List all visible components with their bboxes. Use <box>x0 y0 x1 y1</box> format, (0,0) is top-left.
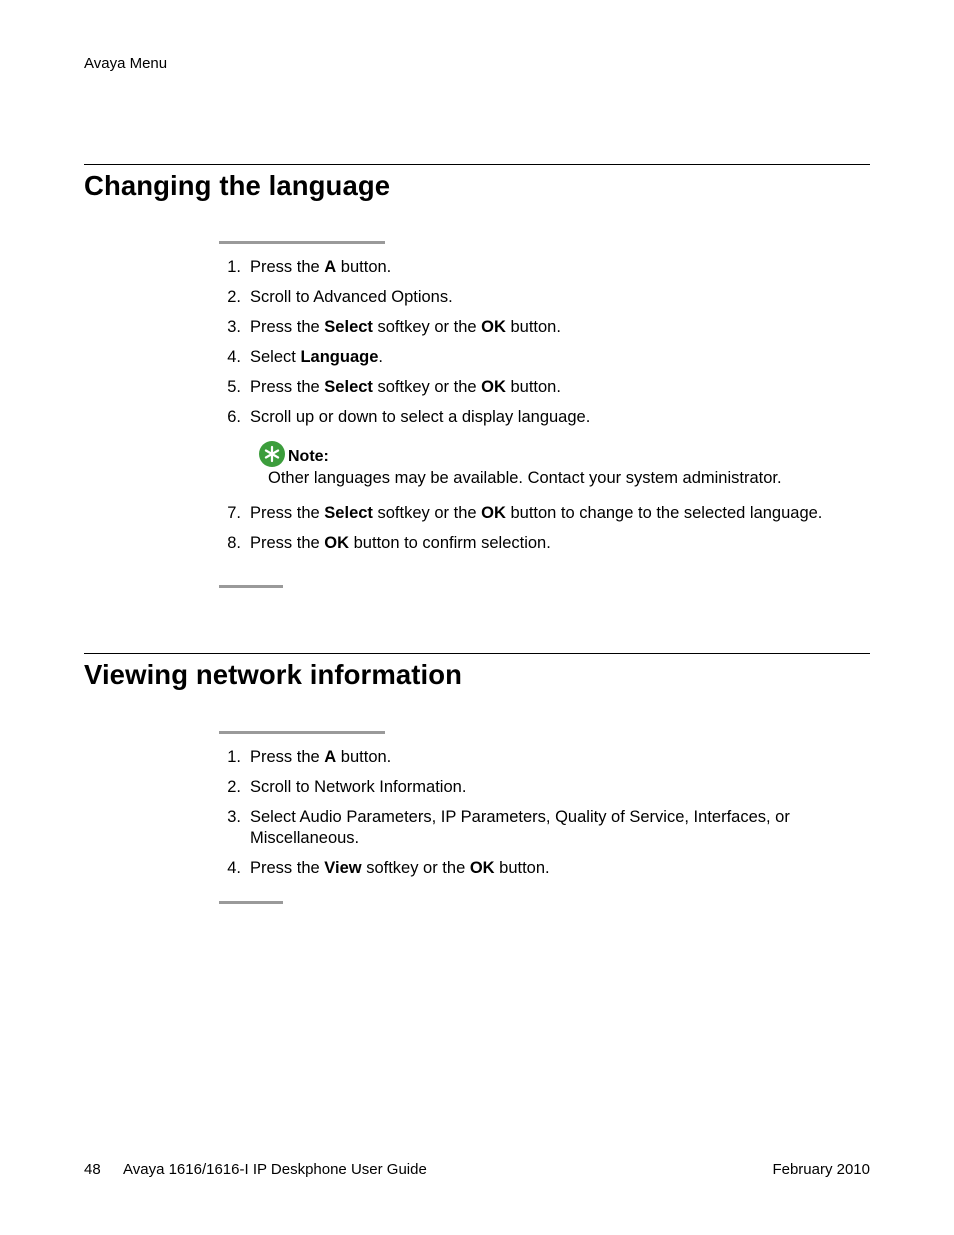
emphasized-term: A <box>324 258 337 276</box>
step-text <box>250 408 590 426</box>
emphasized-term: OK <box>469 858 495 877</box>
emphasized-term: Select <box>324 318 373 336</box>
step-text <box>250 348 383 366</box>
step-item: 4. Select Language. <box>227 348 383 366</box>
step-text <box>250 808 790 847</box>
step-text-run: softkey or the <box>372 503 482 522</box>
section-title-viewing-network: Viewing network information <box>84 659 463 690</box>
step-item: 4. Press the View softkey or the OK button. <box>227 858 550 877</box>
running-header: Avaya Menu <box>84 55 168 72</box>
section-title-changing-language: Changing the language <box>84 170 391 201</box>
step-text-run: button to confirm selection. <box>349 533 551 552</box>
emphasized-term: OK <box>324 533 350 552</box>
step-text-run: Scroll to Network Information. <box>250 778 467 796</box>
step-text-run: button to change to the selected language. <box>505 503 823 522</box>
step-item: 7. Press the Select softkey or the OK button to change to the selected language. <box>227 503 823 522</box>
procedure-end-bar <box>219 901 283 904</box>
step-item: 6. Scroll up or down to select a display language. <box>227 408 591 426</box>
step-text-run: button. <box>336 258 392 276</box>
step-text <box>250 258 391 276</box>
step-text-run: Press the <box>250 748 325 766</box>
section-rule <box>84 653 870 654</box>
emphasized-term: OK <box>481 318 506 336</box>
step-item: 5. Press the Select softkey or the OK button. <box>227 378 561 396</box>
step-text <box>250 504 822 522</box>
viewing-network-steps <box>219 747 859 888</box>
step-text-run: Scroll up or down to select a display language. <box>250 408 591 426</box>
step-text-run: softkey or the <box>361 858 470 877</box>
step-text-run: . <box>378 348 383 366</box>
emphasized-term: Language <box>300 348 379 366</box>
procedure-end-bar <box>219 585 283 588</box>
step-text-run: Press the <box>250 503 325 522</box>
step-text <box>250 859 550 877</box>
note-text: Other languages may be available. Contact your system administrator. <box>268 468 782 487</box>
emphasized-term: Select <box>324 378 373 396</box>
emphasized-term: View <box>324 858 362 877</box>
step-text <box>250 534 551 552</box>
step-item: 3. Press the Select softkey or the OK button. <box>227 318 561 336</box>
procedure-start-bar <box>219 241 385 244</box>
section-rule <box>84 164 870 165</box>
note-label: Note: <box>288 447 329 465</box>
step-text-run: button. <box>505 318 561 336</box>
doc-title: Avaya 1616/1616-I IP Deskphone User Guide <box>123 1161 427 1178</box>
page-number: 48 <box>84 1161 101 1178</box>
step-item: 2. Scroll to Advanced Options. <box>227 288 453 306</box>
emphasized-term: A <box>324 748 337 766</box>
step-text <box>250 318 561 336</box>
emphasized-term: OK <box>481 503 506 522</box>
step-text-run: Press the <box>250 533 325 552</box>
step-text-run: Select Audio Parameters, IP Parameters, Quality of Service, Interfaces, or Miscellaneous. <box>250 808 790 847</box>
step-item: 1. Press the A button. <box>227 258 392 276</box>
step-text-run: Press the <box>250 258 325 276</box>
step-text-run: Press the <box>250 318 325 336</box>
step-text-run: softkey or the <box>372 318 482 336</box>
step-text-run: Select <box>250 348 301 366</box>
step-text <box>250 288 453 306</box>
changing-language-steps <box>219 257 859 563</box>
step-text <box>250 778 466 796</box>
step-item: 1. Press the A button. <box>227 748 392 766</box>
procedure-start-bar <box>219 731 385 734</box>
step-text-run: button. <box>494 858 550 877</box>
doc-date: February 2010 <box>772 1161 870 1178</box>
step-text-run: button. <box>336 748 392 766</box>
step-item: 2. Scroll to Network Information. <box>227 778 467 796</box>
step-text-run: Press the <box>250 378 325 396</box>
emphasized-term: OK <box>481 378 506 396</box>
note-box <box>259 441 859 488</box>
step-text-run: softkey or the <box>372 378 482 396</box>
note-star-icon <box>259 441 285 467</box>
emphasized-term: Select <box>324 503 373 522</box>
step-text <box>250 378 561 396</box>
step-item: 8. Press the OK button to confirm selection. <box>227 533 551 552</box>
step-text-run: Scroll to Advanced Options. <box>250 288 453 306</box>
step-text-run: button. <box>505 378 561 396</box>
step-item: 3. Select Audio Parameters, IP Parameters, Quality of Service, Interfaces, or Miscellaneous. <box>227 808 790 847</box>
step-text-run: Press the <box>250 858 325 877</box>
step-text <box>250 748 391 766</box>
